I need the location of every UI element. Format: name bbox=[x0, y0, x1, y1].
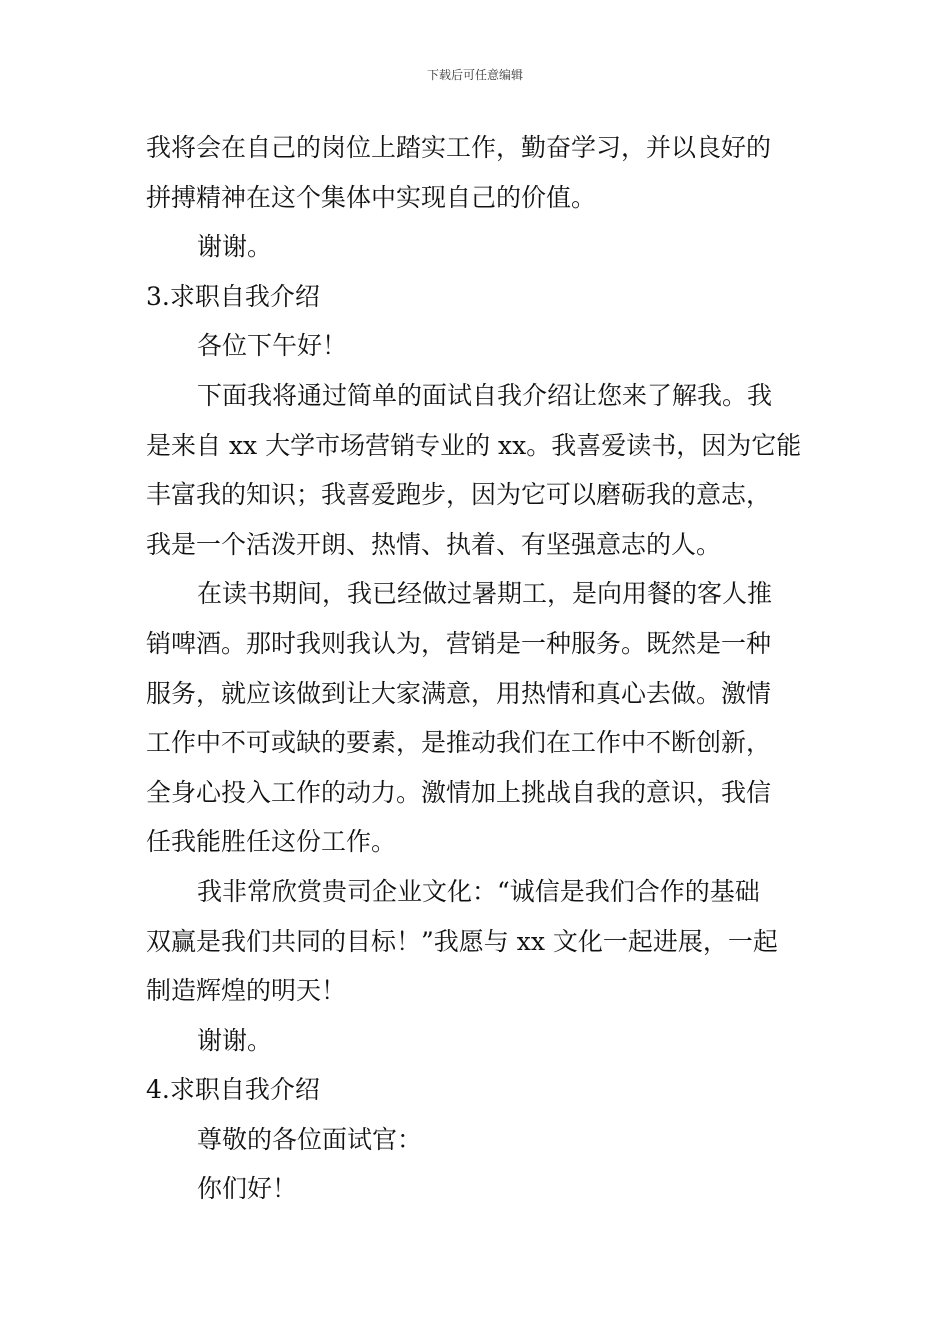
text-line: 制造辉煌的明天！ bbox=[146, 976, 347, 1006]
text-line: 销啤酒。那时我则我认为，营销是一种服务。既然是一种 bbox=[146, 628, 772, 658]
text-line: 在读书期间，我已经做过暑期工，是向用餐的客人推 bbox=[197, 579, 773, 609]
text-line: 全身心投入工作的动力。激情加上挑战自我的意识，我信 bbox=[146, 777, 772, 807]
text-line: 尊敬的各位面试官： bbox=[197, 1124, 423, 1154]
text-line: 我是一个活泼开朗、热情、执着、有坚强意志的人。 bbox=[146, 529, 722, 559]
page-header: 下载后可任意编辑 bbox=[426, 68, 523, 82]
text-line: 任我能胜任这份工作。 bbox=[146, 827, 397, 857]
section-heading: 3.求职自我介绍 bbox=[146, 281, 320, 311]
text-line: 我将会在自己的岗位上踏实工作，勤奋学习，并以良好的 bbox=[146, 133, 772, 162]
text-line: 双赢是我们共同的目标！”我愿与 xx 文化一起进展，一起 bbox=[146, 926, 778, 956]
text-line: 丰富我的知识；我喜爱跑步，因为它可以磨砺我的意志， bbox=[146, 480, 772, 510]
text-line: 拼搏精神在这个集体中实现自己的价值。 bbox=[146, 182, 597, 212]
document-body bbox=[146, 123, 808, 1214]
text-line: 下面我将通过简单的面试自我介绍让您来了解我。我 bbox=[197, 380, 773, 410]
text-line: 各位下午好！ bbox=[197, 331, 348, 361]
text-line: 我非常欣赏贵司企业文化：“诚信是我们合作的基础 bbox=[197, 876, 760, 906]
text-line: 谢谢。 bbox=[197, 1025, 273, 1055]
text-line: 谢谢。 bbox=[197, 232, 273, 262]
text-line: 是来自 xx 大学市场营销专业的 xx。我喜爱读书，因为它能 bbox=[146, 430, 802, 460]
text-line: 工作中不可或缺的要素，是推动我们在工作中不断创新， bbox=[146, 728, 772, 758]
text-line: 服务，就应该做到让大家满意，用热情和真心去做。激情 bbox=[146, 678, 772, 708]
section-heading: 4.求职自我介绍 bbox=[146, 1075, 320, 1105]
text-line: 你们好！ bbox=[197, 1174, 298, 1204]
